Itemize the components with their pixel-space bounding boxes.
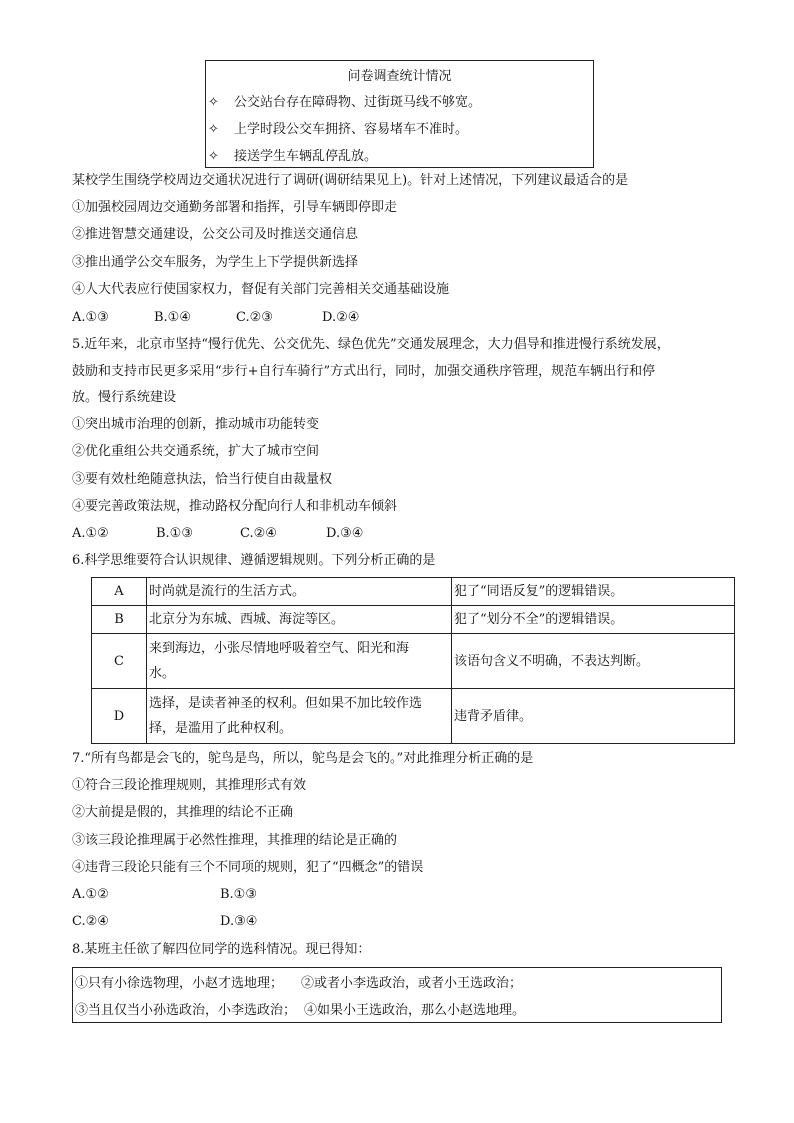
q7-option-c[interactable]: C.②④ bbox=[72, 914, 109, 929]
q7-statement-1: ①符合三段论推理规则，其推理形式有效 bbox=[72, 778, 307, 793]
table-row[interactable] bbox=[92, 606, 735, 634]
row-content: 北京分为东城、西城、海淀等区。 bbox=[147, 606, 452, 634]
survey-item-text: 上学时段公交车拥挤、容易堵车不准时。 bbox=[234, 122, 469, 137]
q7-statement-4: ④违背三段论只能有三个不同项的规则，犯了“四概念”的错误 bbox=[72, 860, 424, 875]
row-analysis: 犯了“划分不全”的逻辑错误。 bbox=[452, 606, 735, 634]
q4-statement-3: ③推出通学公交车服务，为学生上下学提供新选择 bbox=[72, 255, 359, 270]
q8-conditions-row bbox=[75, 972, 522, 991]
q5-statement-4: ④要完善政策法规，推动路权分配向行人和非机动车倾斜 bbox=[72, 499, 398, 514]
q5-option-c[interactable]: C.②④ bbox=[240, 526, 277, 541]
q8-condition-2: ②或者小李选政治，或者小王选政治； bbox=[301, 976, 523, 991]
row-label: D bbox=[92, 689, 147, 744]
q7-statement-3: ③该三段论推理属于必然性推理，其推理的结论是正确的 bbox=[72, 833, 398, 848]
row-content-line: 择，是滥用了此种权利。 bbox=[149, 721, 293, 736]
table-row[interactable] bbox=[92, 578, 735, 606]
row-content bbox=[147, 634, 452, 689]
q5-option-d[interactable]: D.③④ bbox=[326, 526, 364, 541]
q8-condition-1: ①只有小徐选物理，小赵才选地理； bbox=[75, 976, 284, 991]
q7-statement-2: ②大前提是假的，其推理的结论不正确 bbox=[72, 805, 294, 820]
q4-option-d[interactable]: D.②④ bbox=[322, 310, 360, 325]
row-content bbox=[147, 689, 452, 744]
survey-item-text: 接送学生车辆乱停乱放。 bbox=[234, 149, 378, 164]
q8-condition-4: ④如果小王选政治，那么小赵选地理。 bbox=[304, 1003, 526, 1018]
q5-stem-line-1: 5.近年来，北京市坚持“慢行优先、公交优先、绿色优先”交通发展理念，大力倡导和推进慢行系统发展， bbox=[72, 337, 670, 352]
q4-statement-4: ④人大代表应行使国家权力，督促有关部门完善相关交通基础设施 bbox=[72, 282, 450, 297]
q5-options bbox=[72, 525, 363, 543]
row-label: A bbox=[92, 578, 147, 606]
survey-item-text: 公交站台存在障碍物、过街斑马线不够宽。 bbox=[234, 95, 482, 110]
q7-stem: 7.“所有鸟都是会飞的，鸵鸟是鸟，所以，鸵鸟是会飞的。”对此推理分析正确的是 bbox=[72, 751, 534, 766]
q5-option-b[interactable]: B.①③ bbox=[156, 526, 193, 541]
q7-option-d[interactable]: D.③④ bbox=[220, 914, 258, 929]
q5-stem-line-3: 放。慢行系统建设 bbox=[72, 390, 177, 405]
q5-option-a[interactable]: A.①② bbox=[72, 526, 109, 541]
q5-statement-1: ①突出城市治理的创新，推动城市功能转变 bbox=[72, 417, 320, 432]
row-analysis: 犯了“同语反复”的逻辑错误。 bbox=[452, 578, 735, 606]
survey-title: 问卷调查统计情况 bbox=[347, 69, 452, 84]
diamond-star-icon: ✧ bbox=[208, 149, 219, 164]
q5-stem-line-2: 鼓励和支持市民更多采用“步行+自行车骑行”方式出行，同时，加强交通秩序管理，规范车辆出行和停 bbox=[72, 364, 656, 379]
q5-statement-3: ③要有效杜绝随意执法，恰当行使自由裁量权 bbox=[72, 472, 333, 487]
row-content: 时尚就是流行的生活方式。 bbox=[147, 578, 452, 606]
row-analysis: 违背矛盾律。 bbox=[452, 689, 735, 744]
q5-statement-2: ②优化重组公共交通系统，扩大了城市空间 bbox=[72, 444, 320, 459]
q4-option-b[interactable]: B.①④ bbox=[154, 310, 191, 325]
row-content-line: 水。 bbox=[149, 666, 176, 681]
q8-stem: 8.某班主任欲了解四位同学的选科情况。现已得知： bbox=[72, 942, 371, 957]
table-row[interactable] bbox=[92, 634, 735, 689]
q6-table bbox=[91, 577, 735, 744]
survey-item bbox=[208, 91, 481, 110]
q4-statement-1: ①加强校园周边交通勤务部署和指挥，引导车辆即停即走 bbox=[72, 200, 398, 215]
q4-stem: 某校学生围绕学校周边交通状况进行了调研(调研结果见上)。针对上述情况，下列建议最适合的是 bbox=[72, 173, 629, 188]
diamond-star-icon: ✧ bbox=[208, 95, 219, 110]
q4-statement-2: ②推进智慧交通建设，公交公司及时推送交通信息 bbox=[72, 227, 359, 242]
row-analysis: 该语句含义不明确，不表达判断。 bbox=[452, 634, 735, 689]
survey-box bbox=[205, 60, 594, 168]
q4-options bbox=[72, 309, 359, 327]
table-row[interactable] bbox=[92, 689, 735, 744]
row-content-line: 来到海边，小张尽情地呼吸着空气、阳光和海 bbox=[149, 641, 410, 656]
survey-item bbox=[208, 145, 377, 164]
q4-option-c[interactable]: C.②③ bbox=[236, 310, 273, 325]
q4-option-a[interactable]: A.①③ bbox=[72, 310, 109, 325]
row-label: B bbox=[92, 606, 147, 634]
q8-condition-3: ③当且仅当小孙选政治，小李选政治； bbox=[75, 1003, 297, 1018]
q6-stem: 6.科学思维要符合认识规律、遵循逻辑规则。下列分析正确的是 bbox=[72, 553, 436, 568]
q8-conditions-row bbox=[75, 999, 525, 1018]
survey-item bbox=[208, 118, 468, 137]
q7-option-a[interactable]: A.①② bbox=[72, 887, 109, 902]
q7-option-b[interactable]: B.①③ bbox=[220, 887, 257, 902]
row-label: C bbox=[92, 634, 147, 689]
q8-conditions-box bbox=[72, 967, 722, 1023]
row-content-line: 选择，是读者神圣的权利。但如果不加比较作选 bbox=[149, 696, 423, 711]
diamond-star-icon: ✧ bbox=[208, 122, 219, 137]
